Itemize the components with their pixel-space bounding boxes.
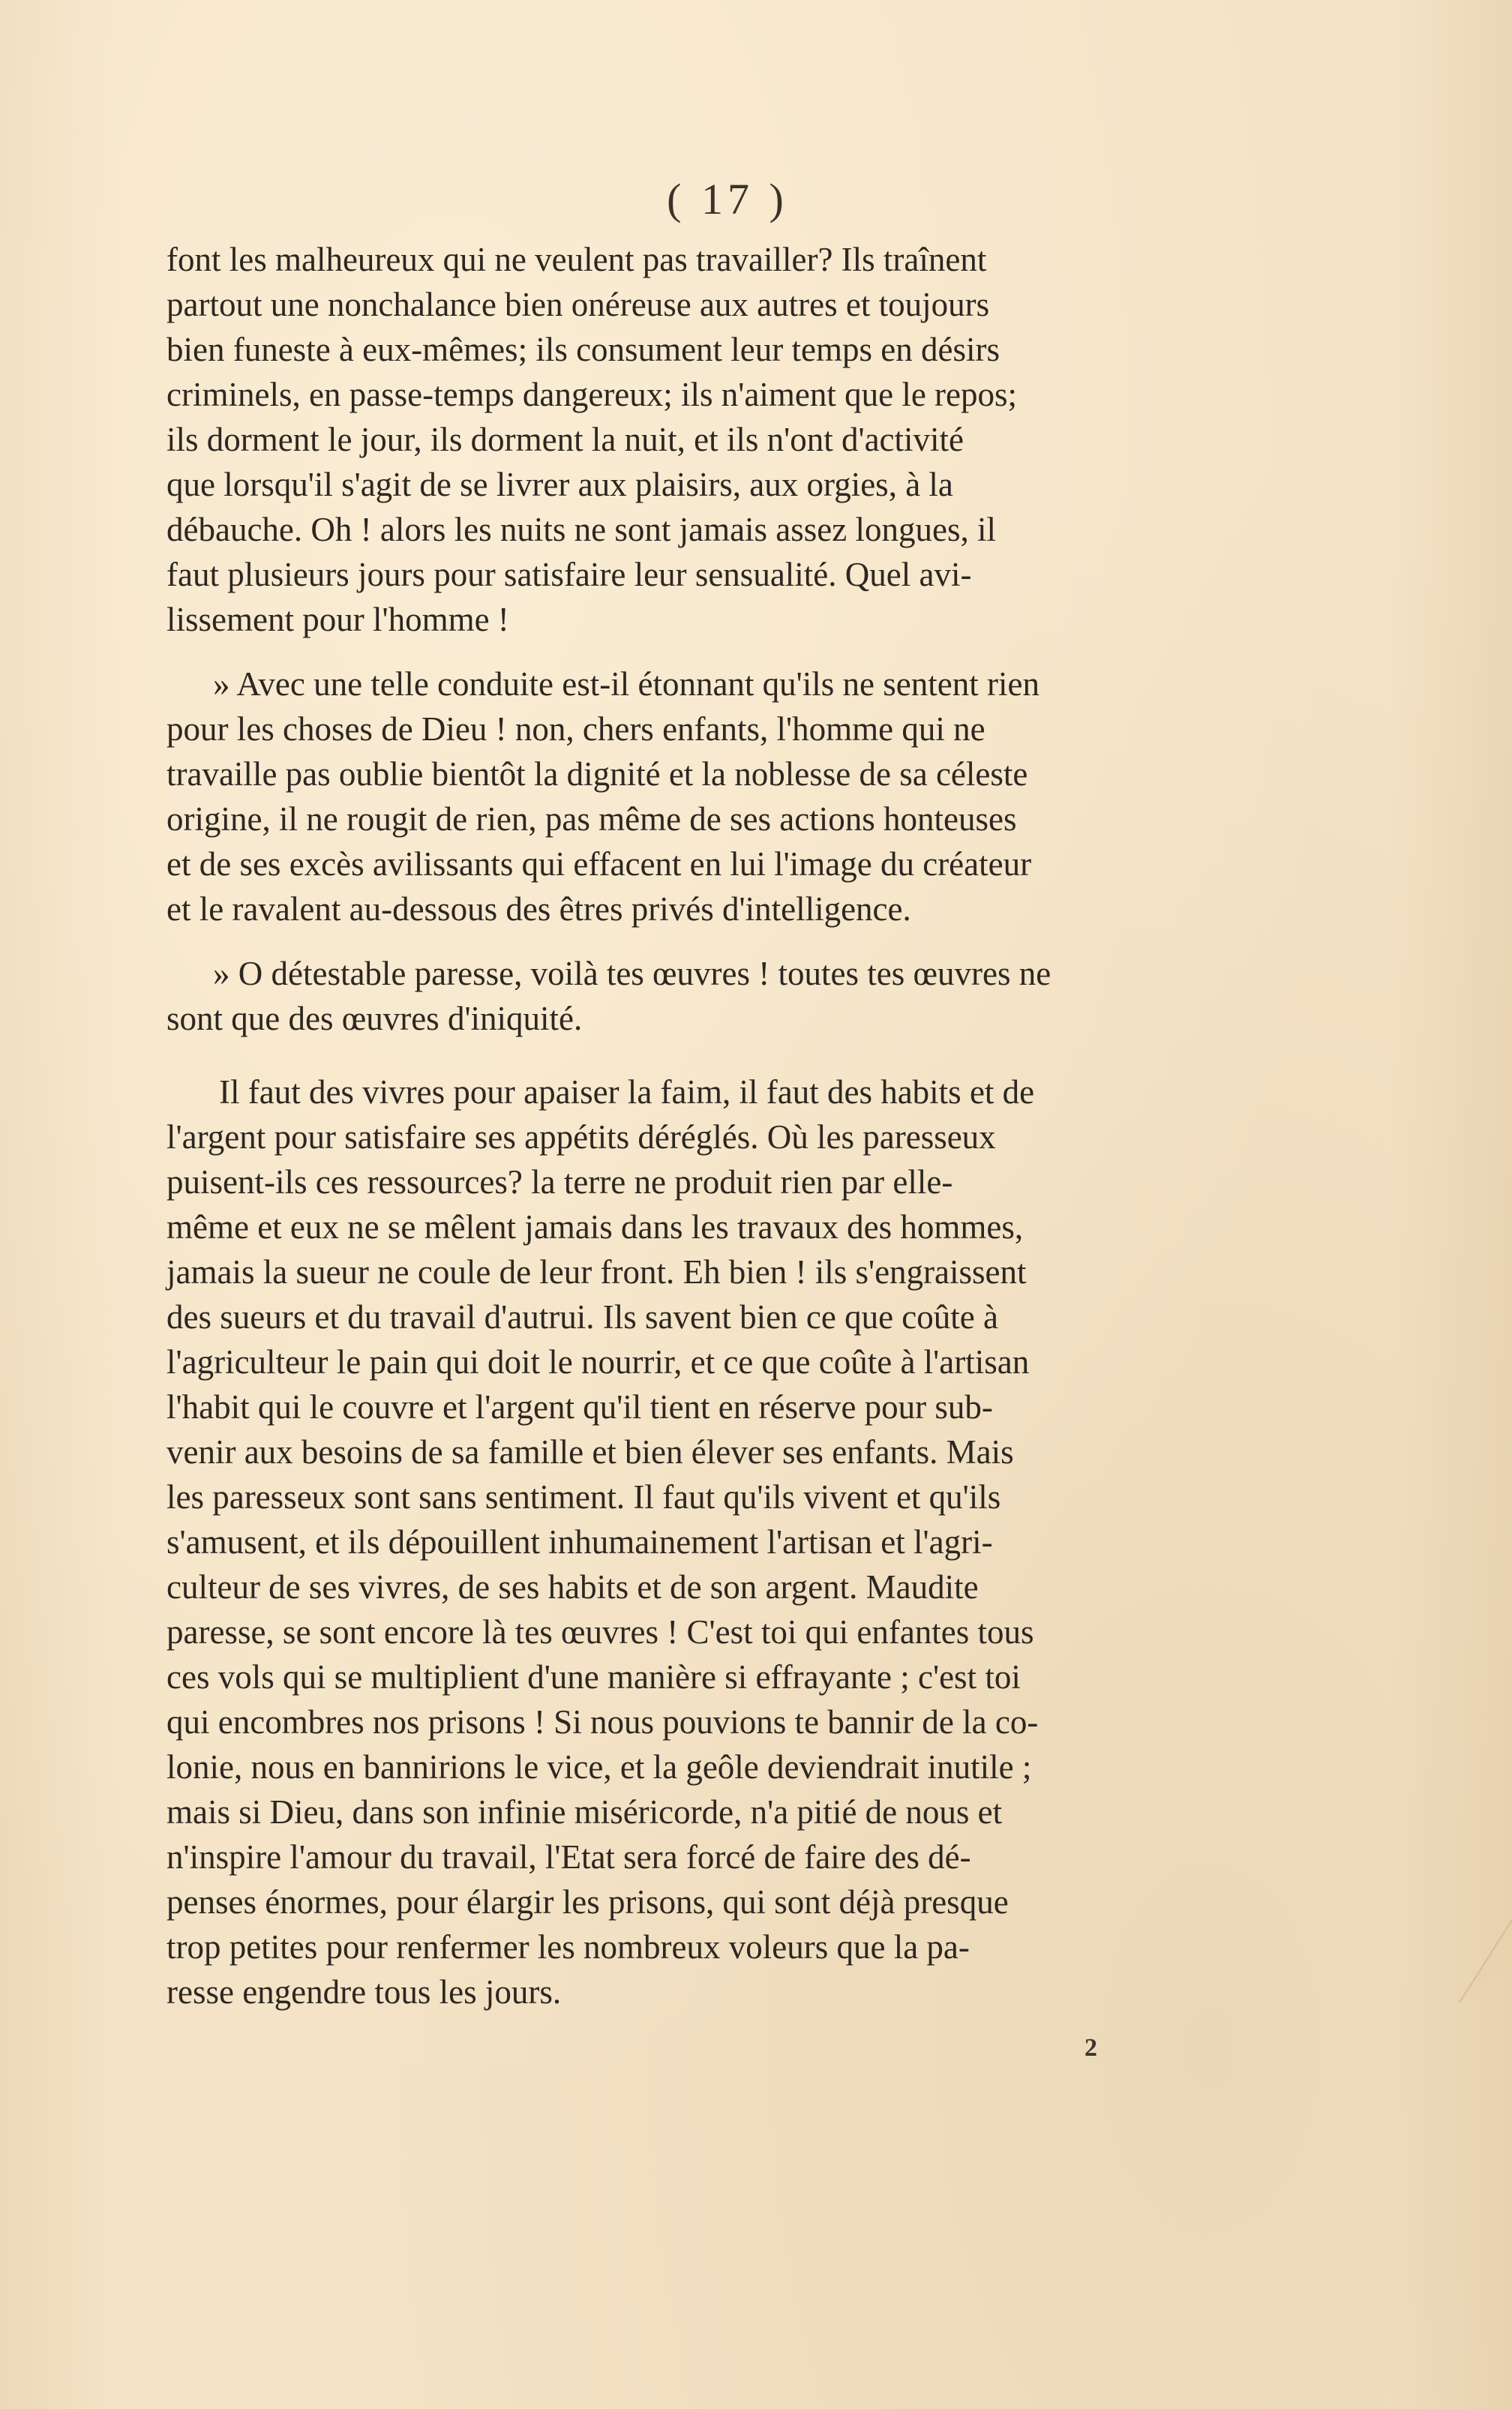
text-line: venir aux besoins de sa famille et bien élever ses enfants. Mais <box>166 1433 1014 1471</box>
text-line: ces vols qui se multiplient d'une manière si effrayante ; c'est toi <box>166 1658 1021 1696</box>
body-text <box>166 237 1318 2014</box>
paragraph-3 <box>166 951 1318 1041</box>
text-line: Il faut des vivres pour apaiser la faim, il faut des habits et de <box>219 1073 1035 1111</box>
signature-mark: 2 <box>1084 2034 1097 2062</box>
text-line: que lorsqu'il s'agit de se livrer aux plaisirs, aux orgies, à la <box>166 466 953 503</box>
text-line: travaille pas oublie bientôt la dignité et la noblesse de sa céleste <box>166 755 1028 793</box>
text-line: sont que des œuvres d'iniquité. <box>166 1000 583 1037</box>
text-line: mais si Dieu, dans son infinie miséricorde, n'a pitié de nous et <box>166 1793 1003 1831</box>
text-line: pour les choses de Dieu ! non, chers enfants, l'homme qui ne <box>166 710 986 748</box>
text-line: font les malheureux qui ne veulent pas travailler? Ils traînent <box>166 241 987 278</box>
text-line: l'agriculteur le pain qui doit le nourrir, et ce que coûte à l'artisan <box>166 1343 1030 1381</box>
text-line: s'amusent, et ils dépouillent inhumainement l'artisan et l'agri- <box>166 1523 993 1561</box>
paragraph-4 <box>166 1070 1318 2014</box>
text-line: les paresseux sont sans sentiment. Il faut qu'ils vivent et qu'ils <box>166 1478 1001 1516</box>
text-line: » O détestable paresse, voilà tes œuvres ! toutes tes œuvres ne <box>213 955 1052 992</box>
paragraph-1 <box>166 237 1318 642</box>
page-number-header: ( 17 ) <box>667 175 788 224</box>
text-line: lissement pour l'homme ! <box>166 601 509 638</box>
text-line: puisent-ils ces ressources? la terre ne produit rien par elle- <box>166 1163 953 1201</box>
text-line: débauche. Oh ! alors les nuits ne sont jamais assez longues, il <box>166 511 996 548</box>
text-line: penses énormes, pour élargir les prisons, qui sont déjà presque <box>166 1883 1009 1921</box>
text-line: lonie, nous en bannirions le vice, et la geôle deviendrait inutile ; <box>166 1748 1032 1786</box>
text-line: et de ses excès avilissants qui effacent en lui l'image du créateur <box>166 845 1032 883</box>
text-line: resse engendre tous les jours. <box>166 1973 562 2011</box>
paragraph-2 <box>166 662 1318 932</box>
text-line: l'argent pour satisfaire ses appétits déréglés. Où les paresseux <box>166 1118 996 1156</box>
text-line: culteur de ses vivres, de ses habits et de son argent. Maudite <box>166 1568 979 1606</box>
text-line: et le ravalent au-dessous des êtres privés d'intelligence. <box>166 890 911 928</box>
text-line: ils dorment le jour, ils dorment la nuit, et ils n'ont d'activité <box>166 421 964 458</box>
text-line: n'inspire l'amour du travail, l'Etat sera forcé de faire des dé- <box>166 1838 971 1876</box>
text-line: jamais la sueur ne coule de leur front. Eh bien ! ils s'engraissent <box>166 1253 1027 1291</box>
text-line: partout une nonchalance bien onéreuse aux autres et toujours <box>166 286 990 323</box>
text-line: qui encombres nos prisons ! Si nous pouvions te bannir de la co- <box>166 1703 1039 1741</box>
text-line: l'habit qui le couvre et l'argent qu'il tient en réserve pour sub- <box>166 1388 993 1426</box>
text-line: paresse, se sont encore là tes œuvres ! C'est toi qui enfantes tous <box>166 1613 1034 1651</box>
text-line: criminels, en passe-temps dangereux; ils n'aiment que le repos; <box>166 376 1018 413</box>
text-line: » Avec une telle conduite est-il étonnant qu'ils ne sentent rien <box>213 665 1040 703</box>
text-line: origine, il ne rougit de rien, pas même de ses actions honteuses <box>166 800 1017 838</box>
text-line: trop petites pour renfermer les nombreux voleurs que la pa- <box>166 1928 970 1966</box>
text-line: des sueurs et du travail d'autrui. Ils savent bien ce que coûte à <box>166 1298 998 1336</box>
text-line: bien funeste à eux-mêmes; ils consument leur temps en désirs <box>166 331 1000 368</box>
paper-fold-mark <box>1444 1920 1512 2010</box>
text-line: même et eux ne se mêlent jamais dans les travaux des hommes, <box>166 1208 1024 1246</box>
text-line: faut plusieurs jours pour satisfaire leur sensualité. Quel avi- <box>166 556 972 593</box>
